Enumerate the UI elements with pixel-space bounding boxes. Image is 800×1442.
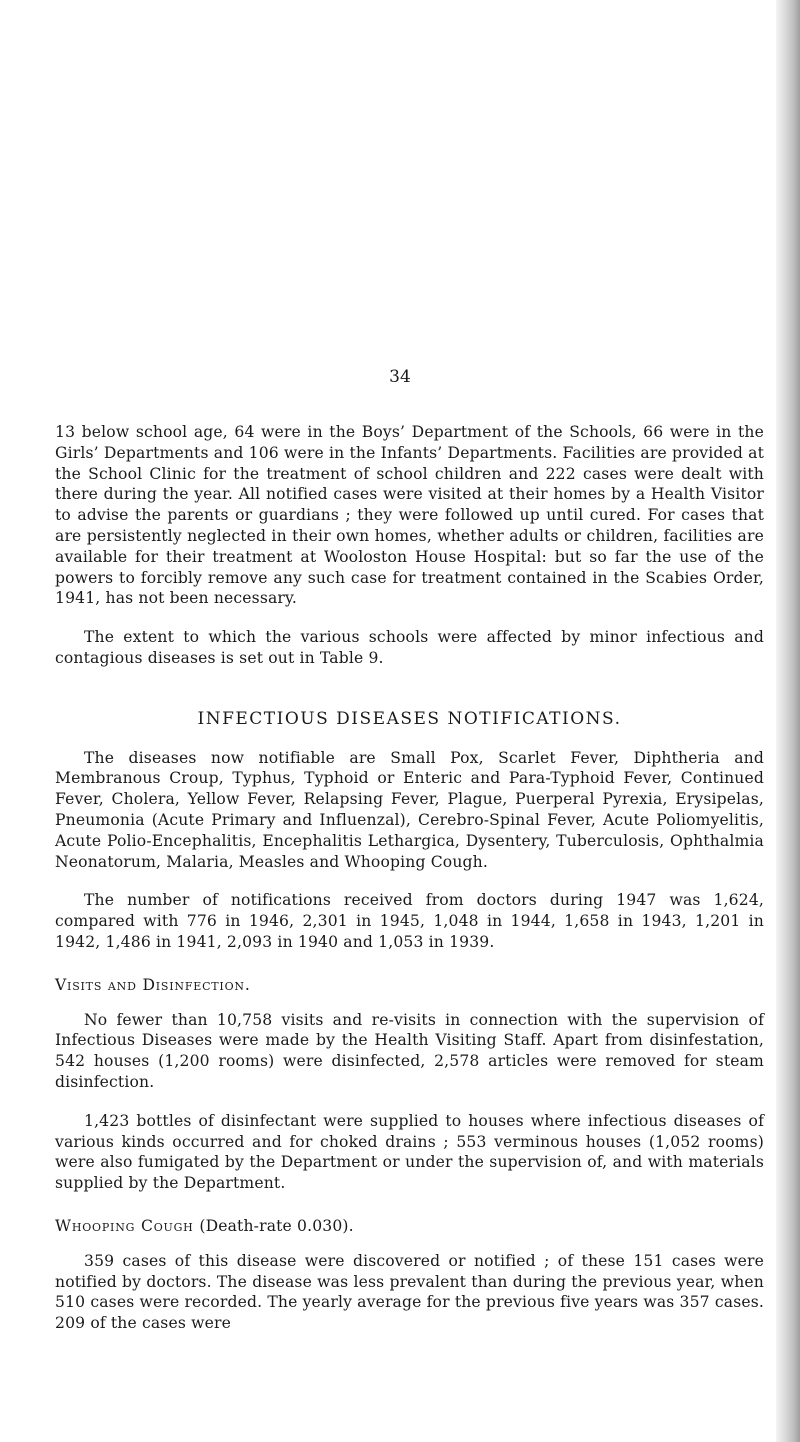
- paragraph-disinfectant: 1,423 bottles of disinfectant were supplied to houses where infectious diseases of various kinds occurred and for choked drains ; 553 verminous houses (1,052 rooms) were also fumigated by the Department or under the supervision of, and with materials supplied by the Department.: [55, 1111, 764, 1193]
- page-content: [55, 422, 764, 1352]
- heading-whooping-cough: [55, 1216, 764, 1237]
- heading-visits-and-disinfection: Visits and Disinfection.: [55, 975, 251, 994]
- whooping-cough-title: Whooping Cough: [55, 1216, 194, 1235]
- paragraph-visits: No fewer than 10,758 visits and re-visits in connection with the supervision of Infectious Diseases were made by the Health Visiting Staff. Apart from disinfestation, 542 houses (1,200 rooms) were disinfected, 2,578 articles were removed for steam disinfection.: [55, 1010, 764, 1091]
- whooping-cough-death-rate: (Death-rate 0.030).: [199, 1216, 354, 1235]
- paragraph-notifiable-diseases: The diseases now notifiable are Small Pox, Scarlet Fever, Diphtheria and Membranous Croup, Typhus, Typhoid or Enteric and Para-Typhoid Fever, Continued Fever, Cholera, Yellow Fever, Relapsing Fever, Plague, Puerperal Pyrexia, Erysipelas, Pneumonia (Acute Primary and Influenzal), Cerebro-Spinal Fever, Acute Poliomyelitis, Acute Polio-Encephalitis, Encephalitis Lethargica, Dysentery, Tuberculosis, Ophthalmia Neonatorum, Malaria, Measles and Whooping Cough.: [55, 748, 764, 871]
- page-edge-shadow: [776, 0, 800, 1442]
- heading-infectious-diseases-notifications: INFECTIOUS DISEASES NOTIFICATIONS.: [197, 708, 622, 729]
- paragraph-notification-counts: The number of notifications received from doctors during 1947 was 1,624, compared with 776 in 1946, 2,301 in 1945, 1,048 in 1944, 1,658 in 1943, 1,201 in 1942, 1,486 in 1941, 2,093 in 1940 and 1,053 in 1939.: [55, 891, 764, 951]
- paragraph-schools-table: The extent to which the various schools were affected by minor infectious and contagious diseases is set out in Table 9.: [55, 628, 764, 667]
- page-number: 34: [389, 367, 411, 387]
- paragraph-whooping-cough-cases: 359 cases of this disease were discovered or notified ; of these 151 cases were notified by doctors. The disease was less prevalent than during the previous year, when 510 cases were recorded. The yearly average for the previous five years was 357 cases. 209 of the cases were: [55, 1251, 764, 1333]
- paragraph-scabies-continued: 13 below school age, 64 were in the Boys’ Department of the Schools, 66 were in the Girls’ Departments and 106 were in the Infants’ Departments. Facilities are provided at the School Clinic for the treatment of school children and 222 cases were dealt with there during the year. All notified cases were visited at their homes by a Health Visitor to advise the parents or guardians ; they were followed up until cured. For cases that are persistently neglected in their own homes, whether adults or children, facilities are available for their treatment at Wooloston House Hospital: but so far the use of the powers to forcibly remove any such case for treatment contained in the Scabies Order, 1941, has not been necessary.: [55, 423, 764, 608]
